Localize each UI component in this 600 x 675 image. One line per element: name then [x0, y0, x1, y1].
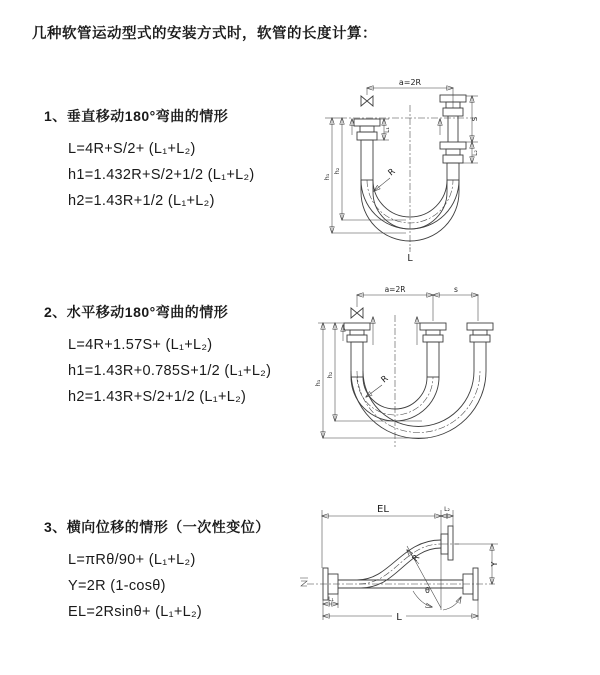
valve-icon — [361, 96, 373, 106]
formula-line: L=4R+S/2+ (L₁+L₂) — [68, 141, 196, 157]
dim-label-h2: h₂ — [326, 371, 334, 379]
dim-label-s: s — [454, 285, 458, 294]
formula-line: L=πRθ/90+ (L₁+L₂) — [68, 552, 196, 568]
dim-label-h1: h₁ — [323, 173, 331, 181]
page-title: 几种软管运动型式的安装方式时，软管的长度计算： — [32, 26, 377, 42]
dim-label-l: L — [396, 612, 402, 623]
section-heading: 3、横向位移的情形（一次性变位） — [44, 519, 270, 535]
section-heading: 2、水平移动180°弯曲的情形 — [44, 304, 229, 320]
braided-hose-right — [447, 163, 459, 180]
dim-label-l2: L₂ — [472, 150, 479, 156]
formula-line: h2=1.43R+1/2 (L₁+L₂) — [68, 193, 215, 209]
radius-label: R — [386, 166, 398, 179]
dim-label-y: Y — [490, 561, 499, 567]
formula-line: h1=1.432R+S/2+1/2 (L₁+L₂) — [68, 167, 255, 183]
formula-line: h2=1.43R+S/2+1/2 (L₁+L₂) — [68, 389, 247, 405]
dim-label-h2: h₂ — [333, 167, 341, 175]
section-heading: 1、垂直移动180°弯曲的情形 — [44, 108, 229, 124]
formula-line: EL=2Rsinθ+ (L₁+L₂) — [68, 604, 203, 620]
radius-label: R — [379, 373, 391, 386]
formula-line: h1=1.43R+0.785S+1/2 (L₁+L₂) — [68, 363, 272, 379]
length-label: L — [407, 253, 413, 264]
braided-hose-middle — [427, 342, 439, 377]
dim-label-el: EL — [377, 504, 389, 515]
section-lateral-displacement — [44, 517, 270, 625]
dim-label-a2r: a=2R — [398, 78, 422, 87]
diagram-lateral-displacement — [295, 498, 595, 660]
valve-icon — [351, 308, 363, 318]
dim-label-l1: L₁ — [328, 596, 334, 603]
dim-label-a2r: a=2R — [384, 285, 406, 294]
dim-label-l2: L₂ — [444, 506, 450, 513]
section-vertical-bend — [44, 106, 255, 214]
dim-label-l1: L₁ — [384, 127, 391, 133]
dim-label-h1: h₁ — [314, 379, 322, 387]
dim-label-s: S — [471, 116, 479, 122]
formula-line: L=4R+1.57S+ (L₁+L₂) — [68, 337, 213, 353]
angle-label: θ — [425, 586, 430, 595]
braided-hose-left — [361, 140, 373, 180]
diagram-horizontal-bend — [310, 285, 590, 455]
axis-break-mark — [300, 578, 308, 586]
radius-label: R — [410, 552, 423, 564]
diagram-vertical-bend — [310, 75, 590, 265]
section-horizontal-bend — [44, 302, 271, 410]
formula-line: Y=2R (1-cosθ) — [68, 578, 166, 594]
